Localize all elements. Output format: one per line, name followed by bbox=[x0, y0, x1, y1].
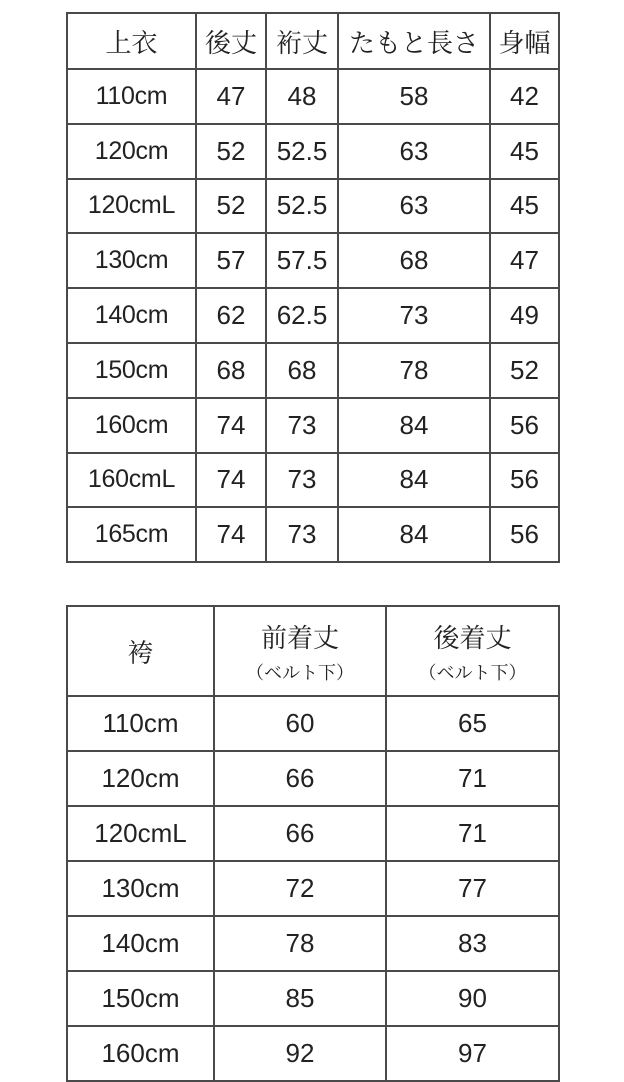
value-cell: 73 bbox=[266, 453, 338, 508]
column-header: 後丈 bbox=[196, 13, 266, 69]
size-cell: 120cm bbox=[67, 124, 196, 179]
value-cell: 73 bbox=[266, 398, 338, 453]
value-cell: 90 bbox=[386, 971, 559, 1026]
column-header: たもと長さ bbox=[338, 13, 490, 69]
value-cell: 49 bbox=[490, 288, 559, 343]
size-cell: 120cm bbox=[67, 751, 214, 806]
column-header-sub: （ベルト下） bbox=[418, 662, 527, 683]
value-cell: 74 bbox=[196, 507, 266, 562]
value-cell: 72 bbox=[214, 861, 386, 916]
size-cell: 150cm bbox=[67, 343, 196, 398]
table-row bbox=[67, 861, 559, 916]
value-cell: 92 bbox=[214, 1026, 386, 1081]
value-cell: 56 bbox=[490, 453, 559, 508]
value-cell: 57.5 bbox=[266, 233, 338, 288]
value-cell: 52 bbox=[196, 179, 266, 234]
value-cell: 68 bbox=[196, 343, 266, 398]
value-cell: 73 bbox=[338, 288, 490, 343]
value-cell: 63 bbox=[338, 124, 490, 179]
value-cell: 42 bbox=[490, 69, 559, 124]
value-cell: 56 bbox=[490, 507, 559, 562]
value-cell: 62 bbox=[196, 288, 266, 343]
table-row bbox=[67, 507, 559, 562]
value-cell: 48 bbox=[266, 69, 338, 124]
size-cell: 130cm bbox=[67, 233, 196, 288]
value-cell: 66 bbox=[214, 806, 386, 861]
value-cell: 58 bbox=[338, 69, 490, 124]
size-cell: 120cmL bbox=[67, 179, 196, 234]
size-cell: 140cm bbox=[67, 288, 196, 343]
size-cell: 110cm bbox=[67, 69, 196, 124]
table-header-row bbox=[67, 606, 559, 696]
table-row bbox=[67, 69, 559, 124]
table-row bbox=[67, 971, 559, 1026]
size-cell: 120cmL bbox=[67, 806, 214, 861]
column-header-label: 前着丈 bbox=[260, 622, 339, 653]
value-cell: 84 bbox=[338, 507, 490, 562]
column-header-label: 袴 bbox=[127, 637, 154, 668]
value-cell: 57 bbox=[196, 233, 266, 288]
size-cell: 160cm bbox=[67, 398, 196, 453]
value-cell: 78 bbox=[338, 343, 490, 398]
column-header bbox=[67, 606, 214, 696]
value-cell: 77 bbox=[386, 861, 559, 916]
size-cell: 140cm bbox=[67, 916, 214, 971]
value-cell: 68 bbox=[338, 233, 490, 288]
value-cell: 60 bbox=[214, 696, 386, 751]
value-cell: 85 bbox=[214, 971, 386, 1026]
column-header bbox=[386, 606, 559, 696]
jacket-size-table bbox=[66, 12, 560, 563]
value-cell: 97 bbox=[386, 1026, 559, 1081]
value-cell: 47 bbox=[196, 69, 266, 124]
value-cell: 71 bbox=[386, 751, 559, 806]
value-cell: 52 bbox=[196, 124, 266, 179]
value-cell: 78 bbox=[214, 916, 386, 971]
value-cell: 52.5 bbox=[266, 179, 338, 234]
size-cell: 130cm bbox=[67, 861, 214, 916]
value-cell: 47 bbox=[490, 233, 559, 288]
value-cell: 52 bbox=[490, 343, 559, 398]
column-header: 上衣 bbox=[67, 13, 196, 69]
value-cell: 45 bbox=[490, 124, 559, 179]
value-cell: 68 bbox=[266, 343, 338, 398]
table-row bbox=[67, 696, 559, 751]
value-cell: 63 bbox=[338, 179, 490, 234]
value-cell: 71 bbox=[386, 806, 559, 861]
table-row bbox=[67, 751, 559, 806]
size-cell: 165cm bbox=[67, 507, 196, 562]
column-header-label: 後着丈 bbox=[433, 622, 512, 653]
table-row bbox=[67, 916, 559, 971]
size-cell: 160cmL bbox=[67, 453, 196, 508]
table-row bbox=[67, 288, 559, 343]
value-cell: 52.5 bbox=[266, 124, 338, 179]
value-cell: 45 bbox=[490, 179, 559, 234]
table-row bbox=[67, 233, 559, 288]
hakama-size-table bbox=[66, 605, 560, 1082]
table-row bbox=[67, 1026, 559, 1081]
size-cell: 150cm bbox=[67, 971, 214, 1026]
size-cell: 160cm bbox=[67, 1026, 214, 1081]
value-cell: 62.5 bbox=[266, 288, 338, 343]
table-row bbox=[67, 343, 559, 398]
table-row bbox=[67, 124, 559, 179]
column-header bbox=[214, 606, 386, 696]
column-header: 裄丈 bbox=[266, 13, 338, 69]
table-row bbox=[67, 806, 559, 861]
table-row bbox=[67, 398, 559, 453]
value-cell: 74 bbox=[196, 398, 266, 453]
value-cell: 73 bbox=[266, 507, 338, 562]
table-row bbox=[67, 179, 559, 234]
size-cell: 110cm bbox=[67, 696, 214, 751]
value-cell: 66 bbox=[214, 751, 386, 806]
value-cell: 84 bbox=[338, 453, 490, 508]
table-header-row bbox=[67, 13, 559, 69]
column-header-sub: （ベルト下） bbox=[246, 662, 354, 683]
column-header: 身幅 bbox=[490, 13, 559, 69]
table-row bbox=[67, 453, 559, 508]
value-cell: 74 bbox=[196, 453, 266, 508]
value-cell: 56 bbox=[490, 398, 559, 453]
value-cell: 84 bbox=[338, 398, 490, 453]
value-cell: 65 bbox=[386, 696, 559, 751]
value-cell: 83 bbox=[386, 916, 559, 971]
